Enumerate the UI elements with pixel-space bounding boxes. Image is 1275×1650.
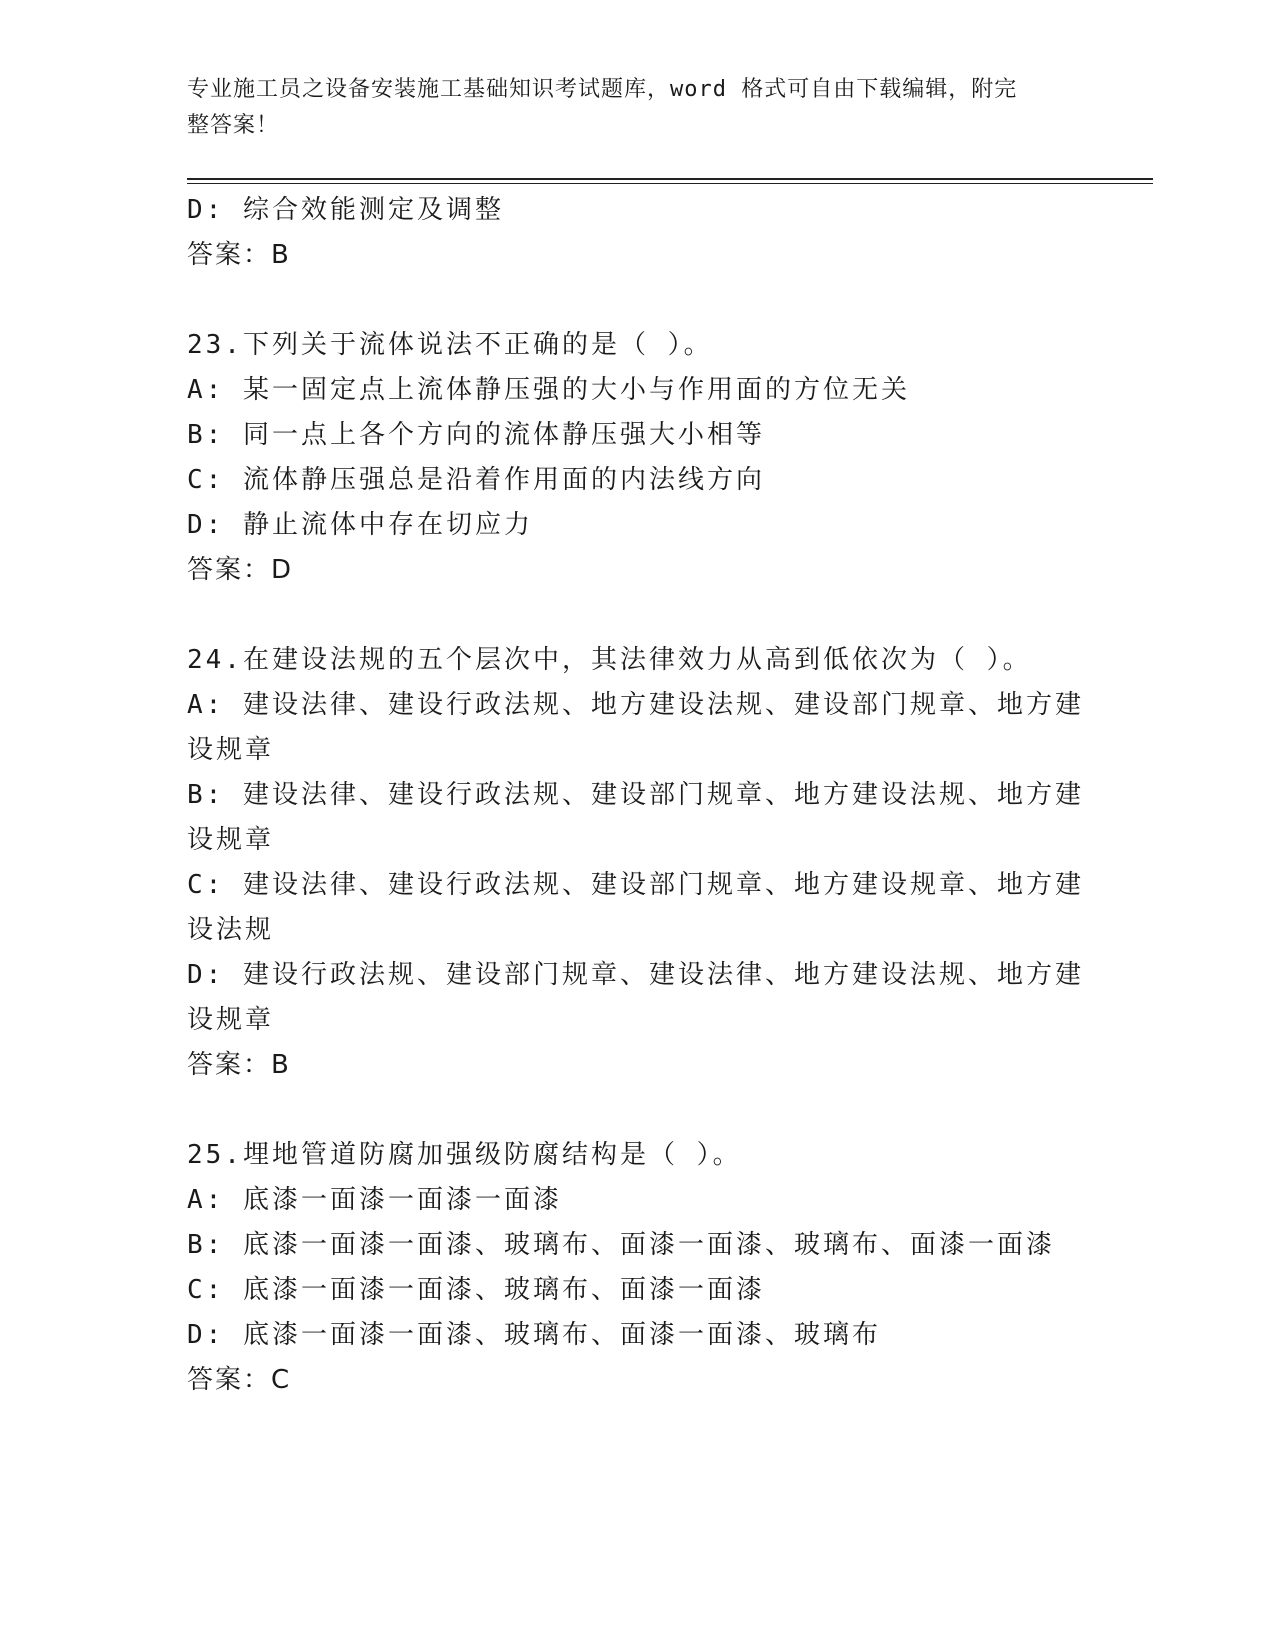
option-b-line-1: B: 建设法律、建设行政法规、建设部门规章、地方建设法规、地方建 — [187, 780, 1084, 810]
option-d-line-2: 设规章 — [187, 1005, 275, 1035]
header-line-2: 整答案！ — [187, 113, 280, 138]
option-a-line-2: 设规章 — [187, 735, 275, 765]
question-23 — [187, 323, 1087, 593]
question-stem: 23.下列关于流体说法不正确的是（ ）。 — [187, 330, 713, 360]
option-a-line-1: A: 建设法律、建设行政法规、地方建设法规、建设部门规章、地方建 — [187, 690, 1084, 720]
question-stem: 25.埋地管道防腐加强级防腐结构是（ ）。 — [187, 1140, 742, 1170]
option-c: C: 流体静压强总是沿着作用面的内法线方向 — [187, 465, 765, 495]
question-25 — [187, 1133, 1087, 1403]
option-d: D: 静止流体中存在切应力 — [187, 510, 533, 540]
option-d: D: 底漆一面漆一面漆、玻璃布、面漆一面漆、玻璃布 — [187, 1320, 881, 1350]
spacer — [187, 1088, 1087, 1133]
option-b: B: 同一点上各个方向的流体静压强大小相等 — [187, 420, 765, 450]
option-b-line-2: 设规章 — [187, 825, 275, 855]
header-line-1: 专业施工员之设备安装施工基础知识考试题库，word 格式可自由下载编辑，附完 — [187, 77, 1018, 102]
option-d-line-1: D: 建设行政法规、建设部门规章、建设法律、地方建设法规、地方建 — [187, 960, 1084, 990]
spacer — [187, 278, 1087, 323]
header-rule-thick — [187, 178, 1153, 180]
prev-option-d: D: 综合效能测定及调整 — [187, 195, 504, 225]
option-a: A: 底漆一面漆一面漆一面漆 — [187, 1185, 562, 1215]
question-24 — [187, 638, 1087, 1088]
answer: 答案：D — [187, 555, 294, 585]
question-stem: 24.在建设法规的五个层次中，其法律效力从高到低依次为（ ）。 — [187, 645, 1032, 675]
answer: 答案：C — [187, 1365, 292, 1395]
spacer — [187, 593, 1087, 638]
option-c-line-1: C: 建设法律、建设行政法规、建设部门规章、地方建设规章、地方建 — [187, 870, 1084, 900]
document-header — [187, 72, 1067, 144]
header-rule-thin — [187, 183, 1153, 184]
option-c: C: 底漆一面漆一面漆、玻璃布、面漆一面漆 — [187, 1275, 765, 1305]
answer: 答案：B — [187, 1050, 291, 1080]
document-body — [187, 188, 1087, 1403]
option-c-line-2: 设法规 — [187, 915, 275, 945]
option-a: A: 某一固定点上流体静压强的大小与作用面的方位无关 — [187, 375, 910, 405]
prev-answer: 答案：B — [187, 240, 291, 270]
option-b: B: 底漆一面漆一面漆、玻璃布、面漆一面漆、玻璃布、面漆一面漆 — [187, 1230, 1055, 1260]
